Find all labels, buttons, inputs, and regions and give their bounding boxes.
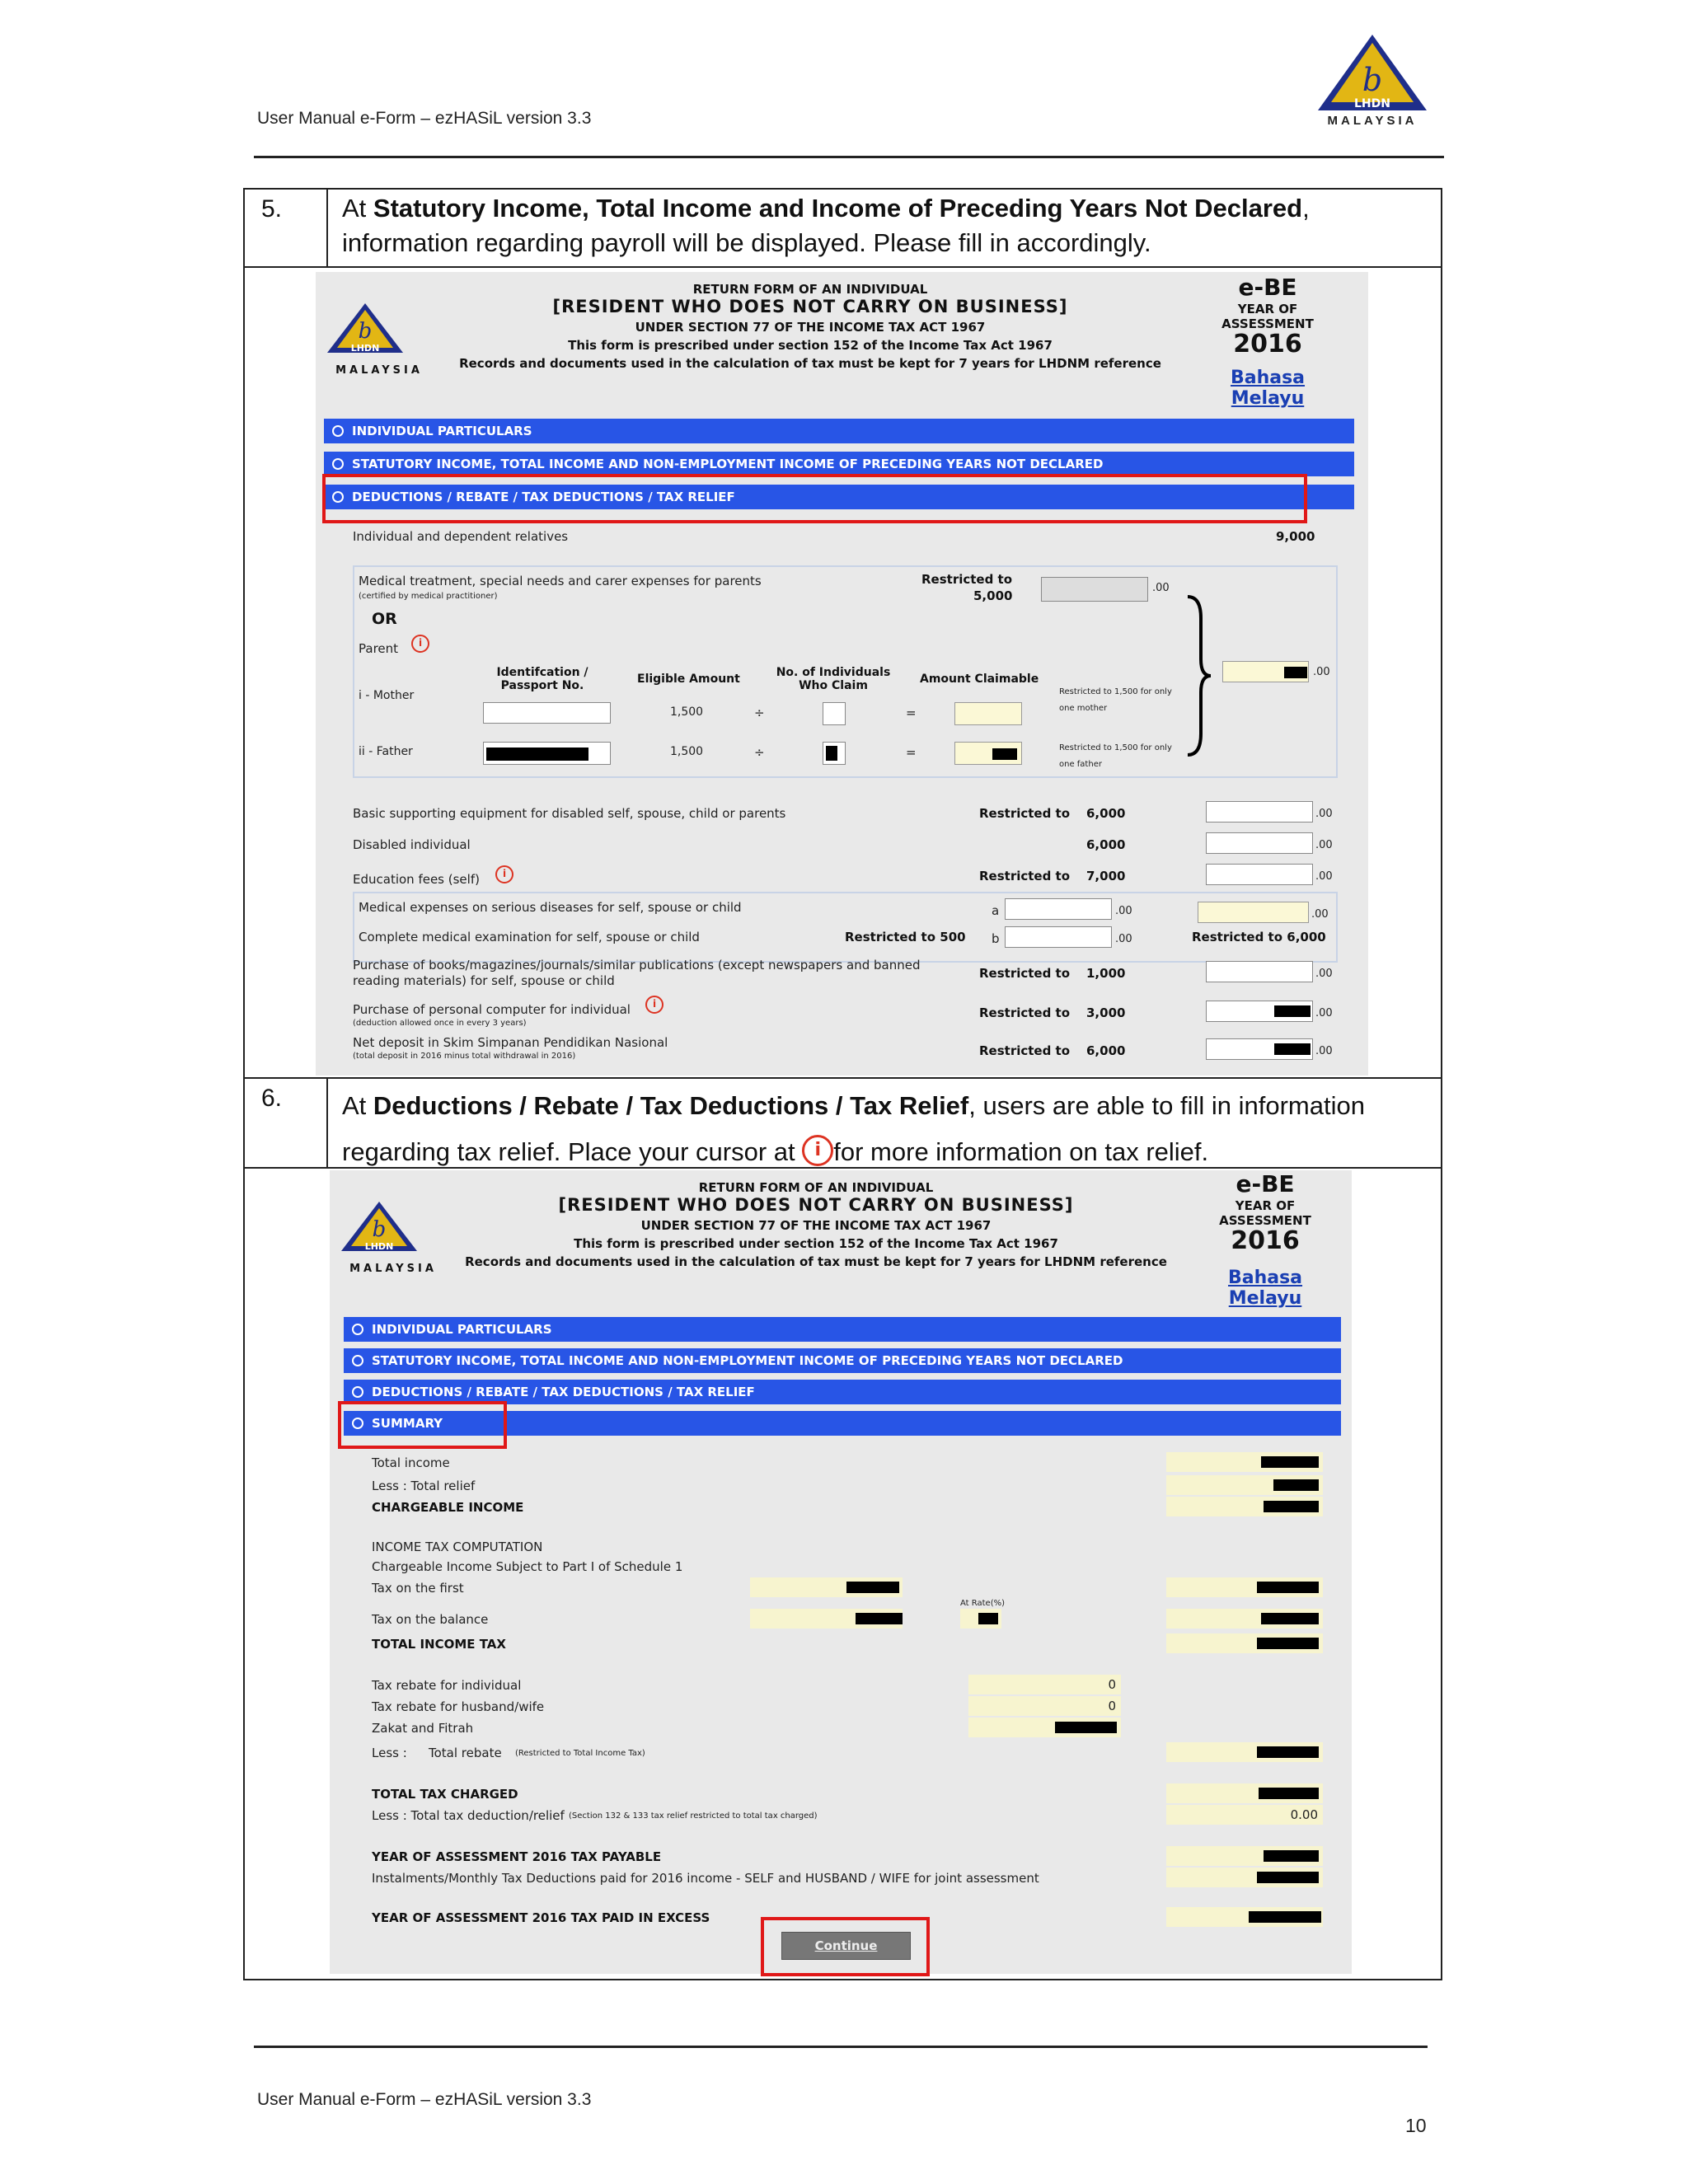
computer-note: (deduction allowed once in every 3 years) [353,1019,527,1028]
svg-text:LHDN: LHDN [364,1241,394,1252]
first-amount-cell [750,1577,903,1597]
zakat-label: Zakat and Fitrah [372,1721,474,1736]
section-deductions[interactable]: DEDUCTIONS / REBATE / TAX DEDUCTIONS / TAX RELIEF [324,485,1354,509]
cents-label: .00 [1311,908,1329,921]
lhdn-form-logo [340,1200,419,1258]
redacted [1284,667,1307,678]
ebe-label: e-BE [1238,274,1297,301]
redacted [1055,1722,1117,1733]
mother-count-input[interactable] [823,702,846,725]
relief-row-restr: Restricted to [979,869,1071,883]
relief-row-input[interactable] [1206,832,1313,854]
sspn-amount: 6,000 [1086,1043,1126,1058]
sspn-input[interactable] [1206,1038,1313,1060]
first-label: Tax on the first [372,1581,464,1596]
equals-sign: = [906,745,917,760]
section-individual-particulars[interactable]: INDIVIDUAL PARTICULARS [324,419,1354,443]
lhdn-form-logo [326,302,405,359]
excess-label: YEAR OF ASSESSMENT 2016 TAX PAID IN EXCESS [372,1910,710,1925]
step-6-text: At Deductions / Rebate / Tax Deductions / Tax Relief, users are able to fill in information regarding tax relief. Place your cursor at i for more information on tax relief. [342,1091,1365,1166]
cents-label: .00 [1313,666,1330,678]
serious-input[interactable] [1005,898,1112,920]
header-divider [254,156,1444,158]
computer-label: Purchase of personal computer for individual [353,1002,631,1017]
zakat-cell [968,1718,1121,1737]
relief-row-amount: 7,000 [1086,869,1126,883]
form-title-3: UNDER SECTION 77 OF THE INCOME TAX ACT 1967 [635,320,986,335]
section-deductions[interactable]: DEDUCTIONS / REBATE / TAX DEDUCTIONS / TAX RELIEF [344,1380,1341,1404]
individual-value: 9,000 [1276,529,1315,544]
form-title-3: UNDER SECTION 77 OF THE INCOME TAX ACT 1967 [640,1218,992,1233]
bahasa-melayu-link[interactable]: Bahasa Melayu [1227,1268,1303,1309]
highlight-box [322,474,1307,523]
individual-label: Individual and dependent relatives [353,529,569,544]
restr500-label: Restricted to 500 [845,930,966,944]
total-income-label: Total income [372,1455,450,1470]
cents-label: .00 [1315,968,1333,980]
b-label: b [992,931,1000,946]
cents-label: .00 [1115,933,1132,945]
col-identification: Identifcation / Passport No. [496,666,588,692]
parents-total-input[interactable] [1222,661,1309,682]
form-logo-caption: MALAYSIA [335,364,423,377]
books-input[interactable] [1206,961,1313,982]
cents-label: .00 [1315,870,1333,883]
table-col-divider [326,188,328,267]
rebate-individual-value: 0 [1108,1677,1116,1692]
redacted [1257,1746,1319,1758]
relief-row-amount: 6,000 [1086,837,1126,852]
svg-text:b: b [1362,62,1383,98]
table-row-divider [243,1077,1442,1079]
relief-row-amount: 6,000 [1086,806,1126,821]
rebate-spouse-cell [968,1696,1121,1716]
equals-sign: = [906,705,917,720]
svg-text:b: b [372,1217,387,1242]
cents-label: .00 [1315,1007,1333,1019]
mother-id-input[interactable] [483,702,611,724]
charged-cell [1166,1783,1323,1803]
form-logo-caption: MALAYSIA [349,1263,437,1275]
cents-label: .00 [1315,839,1333,851]
section-statutory-income[interactable]: STATUTORY INCOME, TOTAL INCOME AND NON-EMPLOYMENT INCOME OF PRECEDING YEARS NOT DECLARED [344,1348,1341,1373]
balance-label: Tax on the balance [372,1612,489,1627]
computer-input[interactable] [1206,1001,1313,1022]
a-label: a [992,903,1000,918]
rate-cell [960,1609,1001,1629]
col-claimable: Amount Claimable [920,673,1039,686]
section-statutory-income[interactable]: STATUTORY INCOME, TOTAL INCOME AND NON-EMPLOYMENT INCOME OF PRECEDING YEARS NOT DECLARED [324,452,1354,476]
redacted [1261,1456,1319,1468]
deduction-cell [1166,1805,1323,1825]
form-title-5: Records and documents used in the calculation of tax must be kept for 7 years for LHDNM reference [459,356,1161,371]
highlight-box [338,1401,507,1449]
redacted [846,1582,899,1593]
form-title-5: Records and documents used in the calculation of tax must be kept for 7 years for LHDNM reference [465,1254,1167,1269]
medical-parents-input[interactable] [1041,577,1148,602]
deduction-label: Less : Total tax deduction/relief [372,1808,565,1823]
form-title-4: This form is prescribed under section 152 of the Income Tax Act 1967 [568,338,1053,353]
payable-cell [1166,1846,1323,1866]
yoa-label: YEAR OF [1237,302,1298,316]
step-number: 5. [261,195,283,223]
ebe-label: e-BE [1236,1170,1295,1197]
redacted [1257,1872,1319,1883]
rebate-spouse-label: Tax rebate for husband/wife [372,1699,545,1714]
header-title: User Manual e-Form – ezHASiL version 3.3 [257,109,592,128]
computer-amount: 3,000 [1086,1005,1126,1020]
form-title-2: [RESIDENT WHO DOES NOT CARRY ON BUSINESS] [558,1195,1074,1215]
col-individuals: No. of Individuals Who Claim [776,666,891,692]
form-screenshot-summary [330,1170,1352,1974]
balance-amount-cell [750,1609,903,1629]
section-summary[interactable]: SUMMARY [344,1411,1341,1436]
expand-icon [352,1386,363,1398]
restr-mother: Restricted to 1,500 for only one mother [1059,687,1172,713]
subject-label: Chargeable Income Subject to Part I of Schedule 1 [372,1559,683,1574]
rate-label: At Rate(%) [960,1599,1005,1608]
footer-divider [254,2046,1428,2048]
cents-label: .00 [1315,1045,1333,1057]
restr6000-label: Restricted to 6,000 [1192,930,1326,944]
deduction-value: 0.00 [1290,1807,1318,1822]
rebate-individual-cell [968,1675,1121,1694]
logo-inner-text: LHDN [1354,97,1390,110]
form-screenshot-relief [316,272,1368,1076]
brace-icon [1181,593,1214,758]
certified-note: (certified by medical practitioner) [359,592,498,601]
father-label: ii - Father [359,745,413,758]
redacted [1273,1479,1319,1491]
redacted [978,1613,998,1624]
redacted [486,748,588,761]
books-restr: Restricted to [979,966,1071,981]
instalments-cell [1166,1868,1323,1887]
divide-sign: ÷ [754,705,765,720]
section-individual-particulars[interactable]: INDIVIDUAL PARTICULARS [344,1317,1341,1342]
medical-total-input[interactable] [1198,902,1309,923]
relief-row-input[interactable] [1206,864,1313,885]
redacted [1249,1911,1321,1923]
total-tax-label: TOTAL INCOME TAX [372,1637,506,1652]
relief-row-label: Basic supporting equipment for disabled self, spouse, child or parents [353,806,786,821]
table-row-divider [243,266,1442,268]
redacted [826,746,837,761]
info-icon: i [802,1135,833,1166]
yoa-label-2: ASSESSMENT [1221,316,1314,331]
restricted-label: Restricted to [921,572,1013,587]
form-title-2: [RESIDENT WHO DOES NOT CARRY ON BUSINESS] [552,297,1068,316]
mother-eligible: 1,500 [670,705,704,719]
relief-row-restr: Restricted to [979,806,1071,821]
redacted [1264,1501,1319,1512]
total-income-cell [1166,1452,1323,1472]
chargeable-cell [1166,1497,1323,1516]
step-5-text: At Statutory Income, Total Income and Income of Preceding Years Not Declared, information regarding payroll will be displayed. Please fill in accordingly. [342,194,1310,257]
rebate-spouse-value: 0 [1108,1699,1116,1713]
less-relief-label: Less : Total relief [372,1479,476,1493]
parent-label: Parent [359,641,399,656]
expand-icon [332,425,344,437]
instalments-label: Instalments/Monthly Tax Deductions paid for 2016 income - SELF and HUSBAND / WIFE for joint assessment [372,1871,1039,1886]
info-icon[interactable]: i [645,996,663,1014]
serious-label: Medical expenses on serious diseases for self, spouse or child [359,900,742,915]
total-relief-cell [1166,1475,1323,1495]
relief-row-input[interactable] [1206,801,1313,823]
redacted [1261,1613,1319,1624]
restricted-amount: 5,000 [973,588,1013,603]
first-tax-cell [1166,1577,1323,1597]
step-number: 6. [261,1085,283,1112]
balance-tax-cell [1166,1609,1323,1629]
yoa-label: YEAR OF [1235,1198,1296,1213]
year-label: 2016 [1233,330,1302,359]
table-col-divider [326,1077,328,1168]
relief-row-label: Disabled individual [353,837,471,852]
continue-button[interactable]: Continue [781,1932,911,1960]
svg-text:b: b [358,319,373,344]
or-label: OR [372,610,397,628]
expand-icon [352,1324,363,1335]
excess-cell [1166,1907,1323,1927]
father-count-input[interactable] [823,742,846,765]
form-title-1: RETURN FORM OF AN INDIVIDUAL [698,1180,934,1195]
restr-father: Restricted to 1,500 for only one father [1059,743,1172,769]
relief-row-label: Education fees (self) [353,872,480,887]
year-label: 2016 [1231,1226,1300,1255]
deduction-note: (Section 132 & 133 tax relief restricted to total tax charged) [569,1811,818,1821]
total-rebate-cell [1166,1742,1323,1762]
total-rebate-label: Total rebate [429,1746,502,1760]
chargeable-label: CHARGEABLE INCOME [372,1500,524,1515]
father-eligible: 1,500 [670,745,704,758]
col-eligible: Eligible Amount [637,673,740,686]
footer-title: User Manual e-Form – ezHASiL version 3.3 [257,2090,592,2109]
books-label: Purchase of books/magazines/journals/similar publications (except newspapers and banned reading materials) for self, spouse or child [353,958,921,988]
divide-sign: ÷ [754,745,765,760]
redacted [1274,1043,1311,1055]
computation-label: INCOME TAX COMPUTATION [372,1540,543,1554]
expand-icon [332,458,344,470]
redacted [992,748,1017,760]
cents-label: .00 [1315,808,1333,820]
redacted [856,1613,903,1624]
sspn-restr: Restricted to [979,1043,1071,1058]
complete-input[interactable] [1005,926,1112,948]
sspn-label: Net deposit in Skim Simpanan Pendidikan Nasional [353,1035,668,1050]
medical-parents-label: Medical treatment, special needs and carer expenses for parents [359,574,762,588]
redacted [1257,1582,1319,1593]
books-amount: 1,000 [1086,966,1126,981]
father-id-input[interactable] [483,742,611,765]
yoa-label-2: ASSESSMENT [1219,1213,1311,1228]
redacted [1274,1005,1311,1017]
complete-label: Complete medical examination for self, spouse or child [359,930,700,944]
form-title-4: This form is prescribed under section 152 of the Income Tax Act 1967 [574,1236,1058,1251]
info-icon[interactable]: i [495,865,513,883]
mother-claim-input[interactable] [954,702,1022,725]
sspn-note: (total deposit in 2016 minus total withdrawal in 2016) [353,1052,576,1061]
father-claim-input[interactable] [954,742,1022,765]
total-tax-cell [1166,1633,1323,1653]
logo-caption: MALAYSIA [1327,114,1418,128]
form-title-1: RETURN FORM OF AN INDIVIDUAL [692,282,928,297]
payable-label: YEAR OF ASSESSMENT 2016 TAX PAYABLE [372,1849,662,1864]
total-rebate-note: (Restricted to Total Income Tax) [515,1749,645,1758]
redacted [1259,1788,1319,1799]
expand-icon [352,1355,363,1366]
less-label: Less : [372,1746,407,1760]
cents-label: .00 [1115,905,1132,917]
svg-text:LHDN: LHDN [350,343,380,354]
computer-restr: Restricted to [979,1005,1071,1020]
mother-label: i - Mother [359,689,415,702]
charged-label: TOTAL TAX CHARGED [372,1787,518,1802]
page-number: 10 [1405,2115,1427,2136]
info-icon[interactable]: i [411,635,429,653]
rebate-individual-label: Tax rebate for individual [372,1678,522,1693]
bahasa-melayu-link[interactable]: Bahasa Melayu [1230,368,1306,409]
cents-label: .00 [1152,582,1170,594]
redacted [1257,1638,1319,1649]
redacted [1264,1850,1319,1862]
